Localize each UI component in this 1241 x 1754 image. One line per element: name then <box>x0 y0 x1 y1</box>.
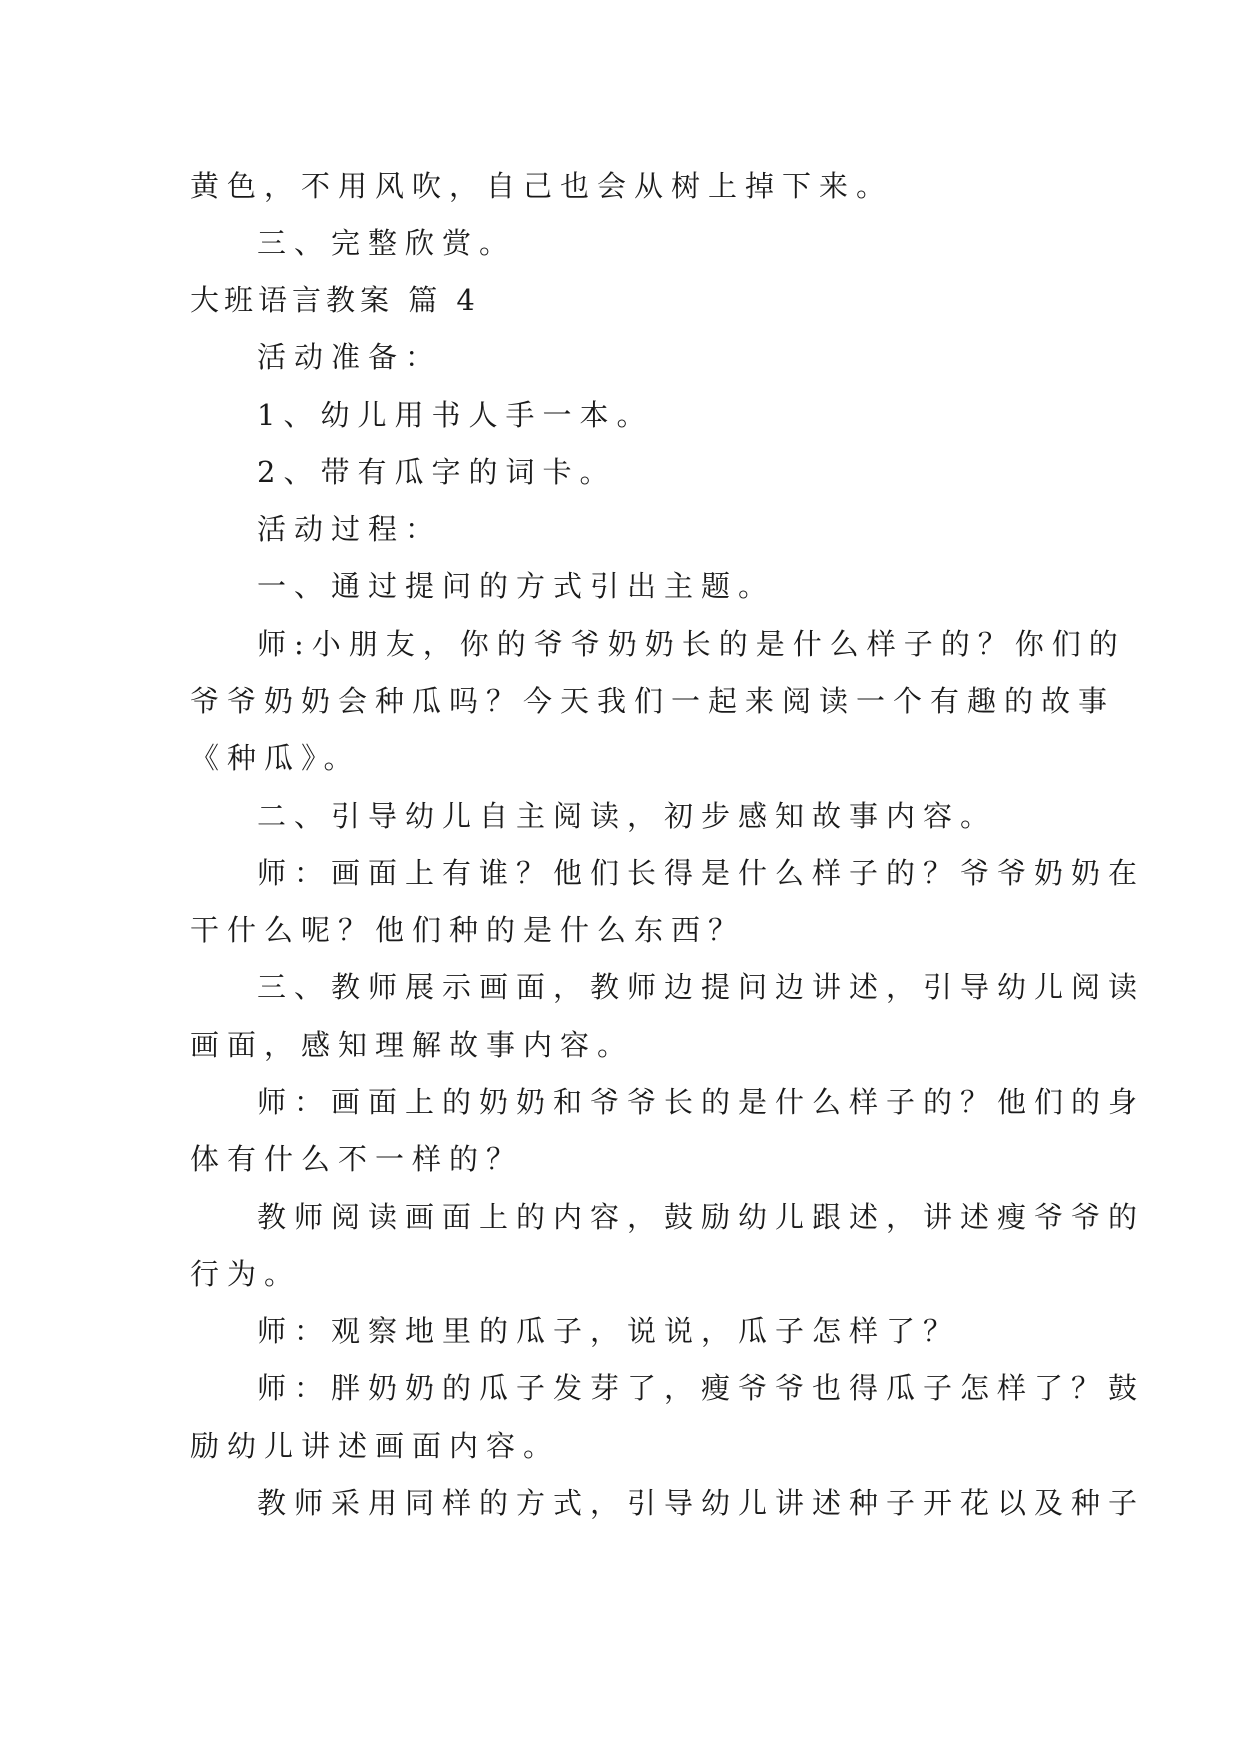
text-line: 励幼儿讲述画面内容。 <box>190 1429 561 1463</box>
text-line: 《种瓜》。 <box>190 741 361 775</box>
chapter-title: 大班语言教案 篇 4 <box>190 283 480 317</box>
text-line: 黄色，不用风吹，自己也会从树上掉下来。 <box>190 169 894 203</box>
text-line: 体有什么不一样的？ <box>190 1142 524 1176</box>
text-line: 师：画面上有谁？他们长得是什么样子的？爷爷奶奶在 <box>257 856 1146 890</box>
section-heading: 二、引导幼儿自主阅读，初步感知故事内容。 <box>257 799 998 833</box>
text-line: 师：胖奶奶的瓜子发芽了，瘦爷爷也得瓜子怎样了？鼓 <box>257 1371 1146 1405</box>
text-line: 活动过程： <box>257 512 443 546</box>
section-heading: 三、完整欣赏。 <box>257 226 517 260</box>
text-line: 行为。 <box>190 1257 302 1291</box>
section-heading: 三、教师展示画面，教师边提问边讲述，引导幼儿阅读 <box>257 970 1146 1004</box>
section-heading: 一、通过提问的方式引出主题。 <box>257 569 776 603</box>
text-line: 画面，感知理解故事内容。 <box>190 1028 635 1062</box>
list-item: 1、幼儿用书人手一本。 <box>257 398 654 432</box>
text-line: 活动准备： <box>257 340 443 374</box>
text-line: 教师采用同样的方式，引导幼儿讲述种子开花以及种子 <box>257 1486 1146 1520</box>
text-line: 爷爷奶奶会种瓜吗？今天我们一起来阅读一个有趣的故事 <box>190 684 1116 718</box>
text-line: 师:小朋友，你的爷爷奶奶长的是什么样子的？你们的 <box>257 627 1126 661</box>
text-line: 师：观察地里的瓜子，说说，瓜子怎样了？ <box>257 1314 961 1348</box>
list-item: 2、带有瓜字的词卡。 <box>257 455 617 489</box>
text-line: 师：画面上的奶奶和爷爷长的是什么样子的？他们的身 <box>257 1085 1146 1119</box>
text-line: 教师阅读画面上的内容，鼓励幼儿跟述，讲述瘦爷爷的 <box>257 1200 1146 1234</box>
text-line: 干什么呢？他们种的是什么东西？ <box>190 913 746 947</box>
